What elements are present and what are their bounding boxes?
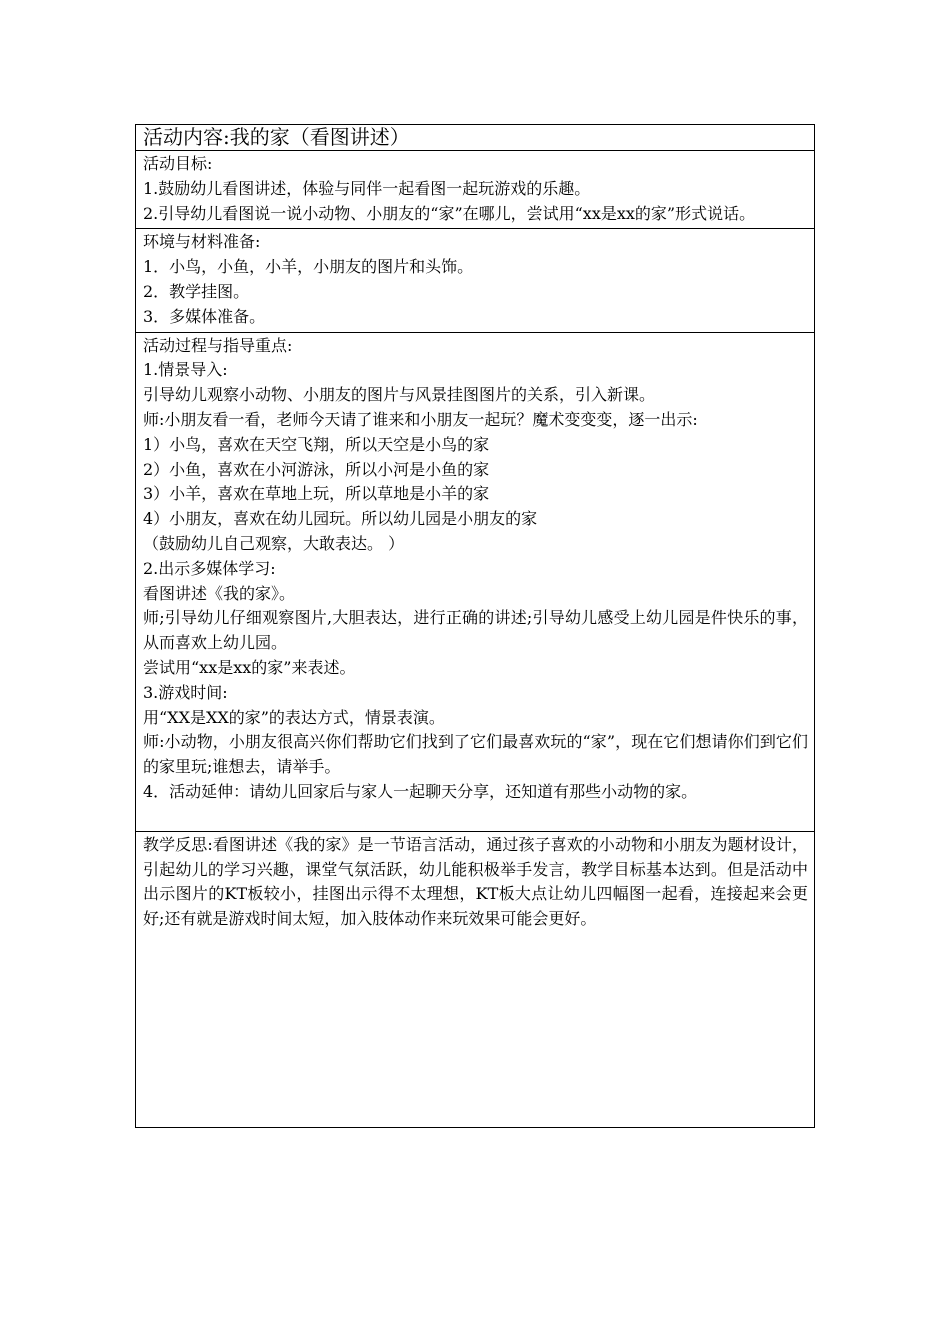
process-cell (136, 332, 815, 831)
material-item: 1．小鸟，小鱼，小羊，小朋友的图片和头饰。 (143, 257, 474, 277)
goals-row (136, 151, 815, 229)
material-item: 2．教学挂图。 (143, 281, 250, 301)
step-3-line: 用“XX是XX的家”的表达方式，情景表演。 (143, 707, 445, 727)
activity-title: 活动内容:我的家（看图讲述） (136, 125, 815, 151)
step-1-teacher: 师:小朋友看一看，老师今天请了谁来和小朋友一起玩？魔术变变变，逐一出示: (143, 409, 698, 429)
reflection-text: 教学反思:看图讲述《我的家》是一节语言活动，通过孩子喜欢的小动物和小朋友为题材设计，引起幼儿的学习兴趣，课堂气氛活跃，幼儿能积极举手发言，教学目标基本达到。但是活动中出示图片的KT板较小，挂图出示得不太理想，KT板大点让幼儿四幅图一起看，连接起来会更好;还有就是游戏时间太短，加入肢体动作来玩效果可能会更好。 (143, 834, 808, 929)
step-1-note: （鼓励幼儿自己观察，大敢表达。 ） (143, 533, 405, 553)
step-4-extension: 4．活动延伸：请幼儿回家后与家人一起聊天分享，还知道有那些小动物的家。 (143, 781, 698, 801)
step-1-title: 1.情景导入: (143, 360, 228, 380)
step-2-line: 看图讲述《我的家》。 (143, 583, 296, 603)
step-3-teacher: 师:小动物，小朋友很高兴你们帮助它们找到了它们最喜欢玩的“家”，现在它们想请你们到它们的家里玩;谁想去，请举手。 (143, 732, 808, 777)
step-2-teacher: 师;引导幼儿仔细观察图片,大胆表达，进行正确的讲述;引导幼儿感受上幼儿园是件快乐的事，从而喜欢上幼儿园。 (143, 608, 808, 653)
goals-cell (136, 151, 815, 229)
goals-heading: 活动目标: (143, 154, 213, 173)
blank-line (143, 805, 808, 829)
title-row (136, 125, 815, 151)
step-1-item: 2）小鱼，喜欢在小河游泳，所以小河是小鱼的家 (143, 459, 490, 479)
goal-item: 2.引导幼儿看图说一说小动物、小朋友的“家”在哪儿，尝试用“xx是xx的家”形式说话。 (143, 203, 756, 223)
material-item: 3．多媒体准备。 (143, 306, 266, 326)
step-1-item: 1）小鸟，喜欢在天空飞翔，所以天空是小鸟的家 (143, 434, 490, 454)
materials-cell (136, 229, 815, 332)
step-3-title: 3.游戏时间: (143, 682, 228, 702)
step-2-title: 2.出示多媒体学习: (143, 558, 276, 578)
process-row (136, 332, 815, 831)
goal-item: 1.鼓励幼儿看图讲述，体验与同伴一起看图一起玩游戏的乐趣。 (143, 178, 591, 198)
materials-heading: 环境与材料准备: (143, 232, 261, 252)
materials-row (136, 229, 815, 332)
process-heading: 活动过程与指导重点: (143, 335, 293, 355)
step-2-try: 尝试用“xx是xx的家”来表述。 (143, 657, 356, 677)
reflection-row (136, 831, 815, 1127)
reflection-cell (136, 831, 815, 1127)
step-1-intro: 引导幼儿观察小动物、小朋友的图片与风景挂图图片的关系，引入新课。 (143, 385, 656, 405)
step-1-item: 4）小朋友，喜欢在幼儿园玩。所以幼儿园是小朋友的家 (143, 509, 538, 529)
lesson-plan-table (135, 124, 815, 1128)
step-1-item: 3）小羊，喜欢在草地上玩，所以草地是小羊的家 (143, 484, 490, 504)
